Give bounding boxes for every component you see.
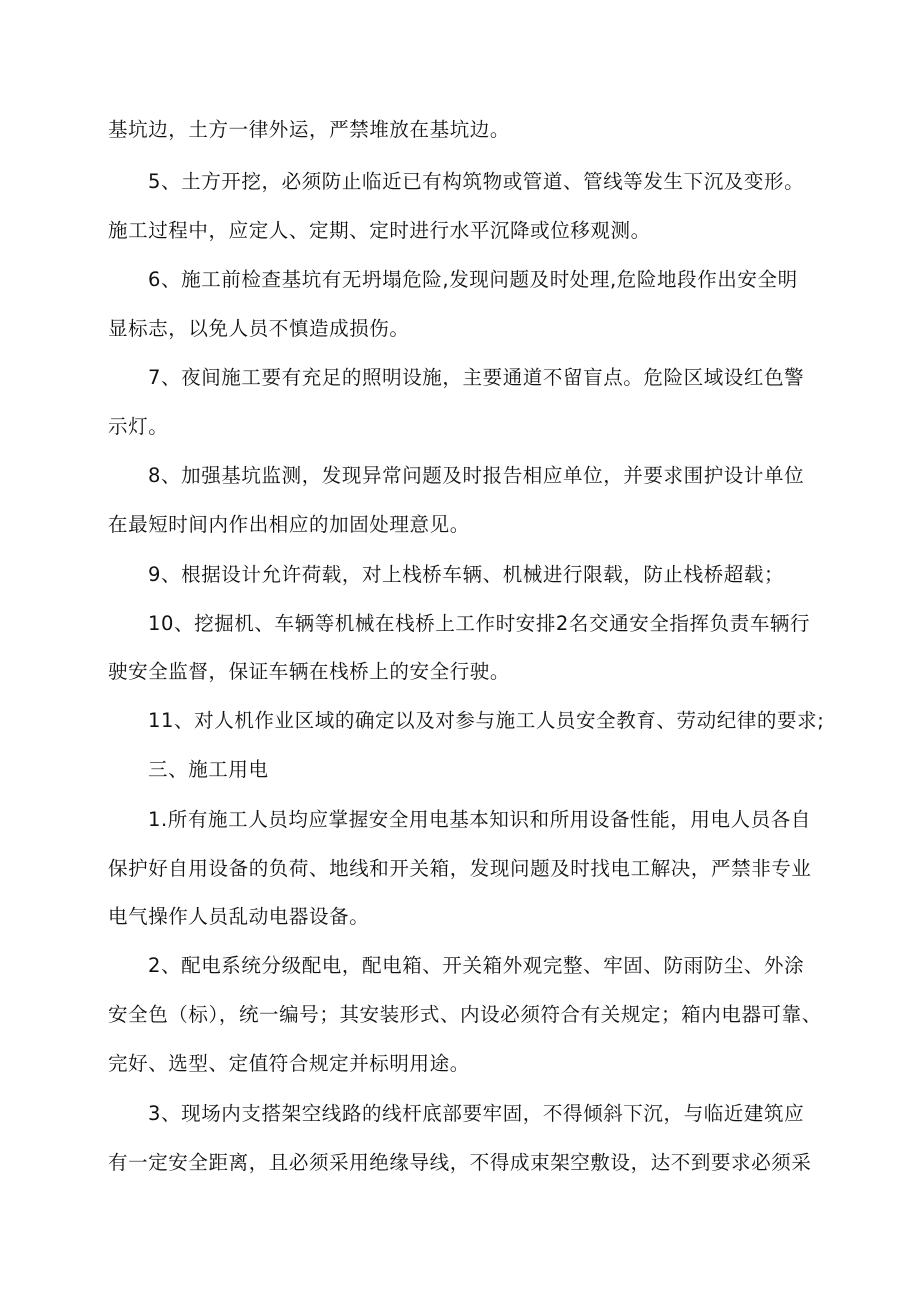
text-line: 9、根据设计允许荷载，对上栈桥车辆、机械进行限载，防止栈桥超载； [148, 563, 785, 586]
text-line: 3、现场内支搭架空线路的线杆底部要牢固，不得倾斜下沉，与临近建筑应 [148, 1102, 805, 1125]
text-line: 有一定安全距离，且必须采用绝缘导线，不得成束架空敷设，达不到要求必须采 [108, 1151, 812, 1174]
text-line: 在最短时间内作出相应的加固处理意见。 [108, 513, 470, 536]
text-line: 8、加强基坑监测，发现异常问题及时报告相应单位，并要求围护设计单位 [148, 464, 805, 487]
text-line: 电气操作人员乱动电器设备。 [108, 905, 370, 928]
text-line: 完好、选型、定值符合规定并标明用途。 [108, 1052, 470, 1075]
text-line: 11、对人机作业区域的确定以及对参与施工人员安全教育、劳动纪律的要求; [148, 709, 825, 732]
section-heading: 三、施工用电 [148, 758, 269, 781]
text-line: 6、施工前检查基坑有无坍塌危险,发现问题及时处理,危险地段作出安全明 [148, 268, 798, 291]
text-line: 1.所有施工人员均应掌握安全用电基本知识和所用设备性能，用电人员各自 [148, 808, 812, 831]
text-line: 基坑边，土方一律外运，严禁堆放在基坑边。 [108, 118, 511, 141]
text-line: 2、配电系统分级配电，配电箱、开关箱外观完整、牢固、防雨防尘、外涂 [148, 954, 805, 977]
text-line: 5、土方开挖，必须防止临近已有构筑物或管道、管线等发生下沉及变形。 [148, 170, 805, 193]
text-line: 7、夜间施工要有充足的照明设施，主要通道不留盲点。危险区域设红色警 [148, 366, 805, 389]
text-line: 保护好自用设备的负荷、地线和开关箱，发现问题及时找电工解决，严禁非专业 [108, 857, 812, 880]
text-line: 安全色（标），统一编号；其安装形式、内设必须符合有关规定；箱内电器可靠、 [108, 1003, 822, 1026]
text-line: 显标志，以免人员不慎造成损伤。 [108, 317, 410, 340]
text-line: 示灯。 [108, 415, 169, 438]
text-line: 驶安全监督，保证车辆在栈桥上的安全行驶。 [108, 660, 511, 683]
text-line: 10、挖掘机、车辆等机械在栈桥上工作时安排2名交通安全指挥负责车辆行 [148, 612, 811, 635]
text-line: 施工过程中，应定人、定期、定时进行水平沉降或位移观测。 [108, 219, 651, 242]
